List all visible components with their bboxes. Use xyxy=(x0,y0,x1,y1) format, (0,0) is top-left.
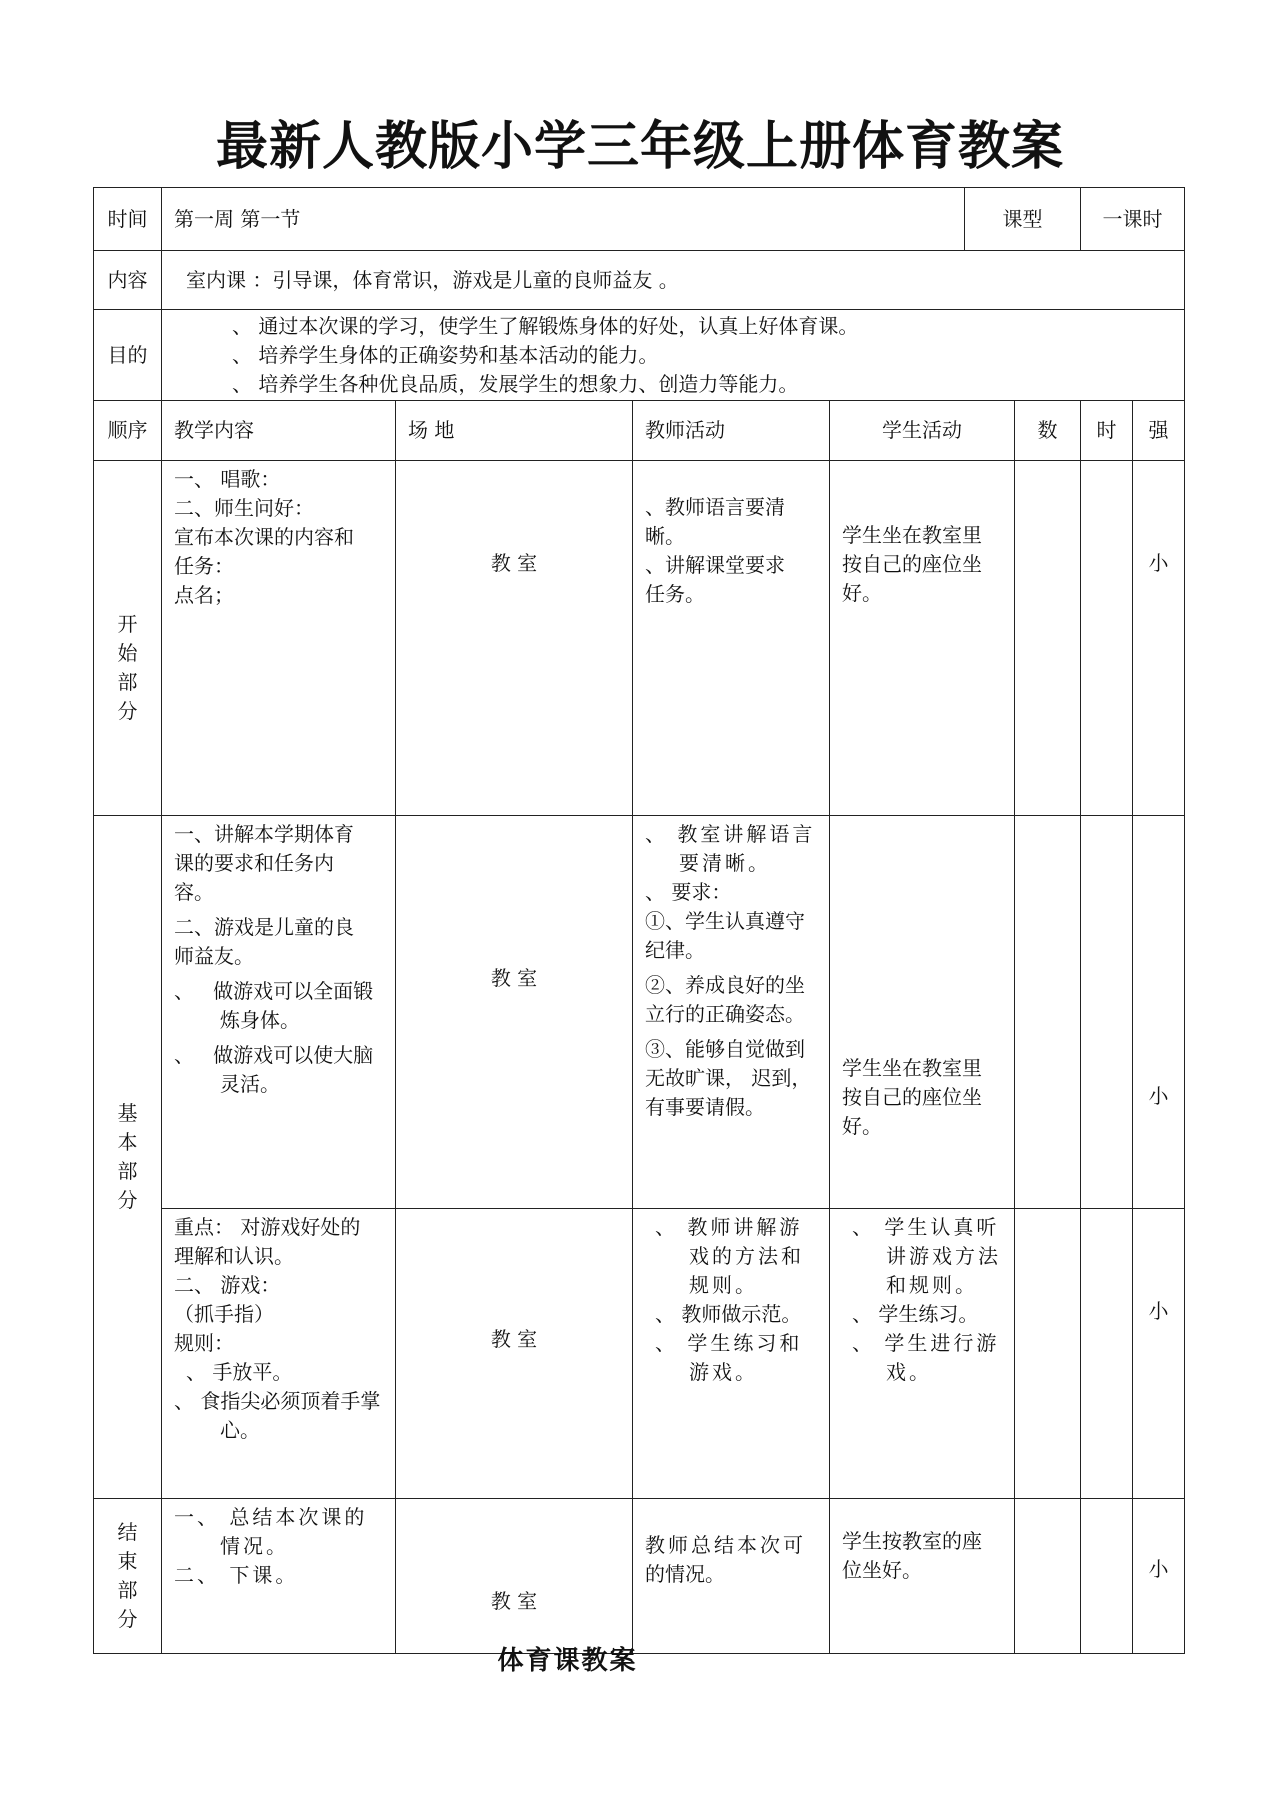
col-intensity: 强 xyxy=(1133,401,1185,461)
start-content-line: 二、师生问好： xyxy=(174,496,314,520)
basic-intensity-2: 小 xyxy=(1133,1209,1185,1499)
content-row xyxy=(94,251,1185,310)
time-row xyxy=(94,188,1185,251)
basic-content-line: 二、 游戏： xyxy=(174,1273,281,1297)
start-count xyxy=(1015,461,1081,816)
basic-label: 基本部分 xyxy=(94,816,162,1499)
basic-teacher-2 xyxy=(633,1209,830,1499)
basic-student-line: 、 学生练习。 xyxy=(852,1302,979,1326)
basic-content-line: 理解和认识。 xyxy=(174,1244,294,1268)
start-section-row xyxy=(94,461,1185,816)
start-content-line: 任务： xyxy=(174,554,234,578)
basic-teacher-1 xyxy=(633,816,830,1209)
end-student-line: 学生按教室的座 xyxy=(842,1529,982,1553)
start-content xyxy=(162,461,396,816)
basic-content-1 xyxy=(162,816,396,1209)
basic-student-line: 按自己的座位坐 xyxy=(842,1085,982,1109)
basic-content-line: 课的要求和任务内 xyxy=(174,851,334,875)
lesson-type-value: 一课时 xyxy=(1081,188,1185,251)
col-time: 时 xyxy=(1081,401,1133,461)
col-order: 顺序 xyxy=(94,401,162,461)
start-teacher-line: 晰。 xyxy=(645,524,685,548)
goal-row xyxy=(94,310,1185,401)
basic-content-line: 、 手放平。 xyxy=(186,1360,293,1384)
time-value: 第一周 第一节 xyxy=(162,188,965,251)
basic-content-line: （抓手指） xyxy=(174,1302,274,1326)
basic-teacher-line: 、 教室讲解语言要清晰。 xyxy=(645,822,816,875)
basic-content-line: 师益友。 xyxy=(174,944,254,968)
basic-student-line: 、 学生认真听讲游戏方法和规则。 xyxy=(852,1215,1001,1297)
basic-count-1 xyxy=(1015,816,1081,1209)
end-intensity: 小 xyxy=(1133,1499,1185,1654)
start-content-line: 宣布本次课的内容和 xyxy=(174,525,354,549)
basic-content-line: 容。 xyxy=(174,880,214,904)
goal-item: 、 培养学生各种优良品质，发展学生的想象力、创造力等能力。 xyxy=(232,371,799,396)
col-teacher: 教师活动 xyxy=(633,401,830,461)
basic-content-2 xyxy=(162,1209,396,1499)
basic-content-line: 、 做游戏可以全面锻炼身体。 xyxy=(174,979,374,1032)
basic-content-line: 规则： xyxy=(174,1331,234,1355)
start-label: 开始部分 xyxy=(94,461,162,816)
end-content-line: 二、 下课。 xyxy=(174,1563,299,1587)
start-student-line: 按自己的座位坐 xyxy=(842,552,982,576)
basic-student-line: 学生坐在教室里 xyxy=(842,1056,982,1080)
basic-student-1 xyxy=(830,816,1015,1209)
basic-section-row-2 xyxy=(94,1209,1185,1499)
basic-teacher-line: 、 学生练习和游戏。 xyxy=(655,1331,803,1384)
start-teacher-line: 、讲解课堂要求 xyxy=(645,553,785,577)
basic-venue-1: 教 室 xyxy=(396,816,633,1209)
start-content-line: 一、 唱歌： xyxy=(174,467,281,491)
document-title: 最新人教版小学三年级上册体育教案 xyxy=(215,117,1064,177)
basic-content-line: 重点： 对游戏好处的 xyxy=(174,1215,361,1239)
column-header-row xyxy=(94,401,1185,461)
basic-teacher-line: 有事要请假。 xyxy=(645,1095,765,1119)
start-student-line: 学生坐在教室里 xyxy=(842,523,982,547)
start-venue: 教 室 xyxy=(396,461,633,816)
end-label: 结束部分 xyxy=(94,1499,162,1654)
col-student: 学生活动 xyxy=(830,401,1015,461)
goal-item: 、 培养学生身体的正确姿势和基本活动的能力。 xyxy=(232,342,659,367)
start-teacher-line: 任务。 xyxy=(645,582,705,606)
basic-teacher-line: 、 教师讲解游戏的方法和规则。 xyxy=(655,1215,804,1297)
footer-caption: 体育课教案 xyxy=(497,1646,638,1676)
basic-intensity-1: 小 xyxy=(1133,816,1185,1209)
lesson-plan-table xyxy=(93,187,1185,1654)
start-student xyxy=(830,461,1015,816)
basic-count-2 xyxy=(1015,1209,1081,1499)
goal-item: 、 通过本次课的学习，使学生了解锻炼身体的好处，认真上好体育课。 xyxy=(232,313,859,338)
col-count: 数 xyxy=(1015,401,1081,461)
basic-time-1 xyxy=(1081,816,1133,1209)
lesson-type-label: 课型 xyxy=(965,188,1081,251)
basic-content-line: 一、讲解本学期体育 xyxy=(174,822,354,846)
end-venue: 教 室 xyxy=(396,1499,633,1654)
start-intensity: 小 xyxy=(1133,461,1185,816)
basic-teacher-line: ①、学生认真遵守 xyxy=(645,909,805,933)
end-teacher-line: 的情况。 xyxy=(645,1562,725,1586)
time-label: 时间 xyxy=(94,188,162,251)
end-teacher xyxy=(633,1499,830,1654)
end-teacher-line: 教师总结本次可 xyxy=(645,1533,806,1557)
basic-teacher-line: ③、能够自觉做到 xyxy=(645,1037,805,1061)
start-teacher-line: 、教师语言要清 xyxy=(645,495,785,519)
basic-venue-2: 教 室 xyxy=(396,1209,633,1499)
content-value: 室内课 ：引导课，体育常识，游戏是儿童的良师益友 。 xyxy=(162,251,1185,310)
start-content-line: 点名； xyxy=(174,583,234,607)
goal-list xyxy=(162,310,1185,401)
basic-section-row-1 xyxy=(94,816,1185,1209)
basic-content-line: 、 食指尖必须顶着手掌心。 xyxy=(174,1389,381,1442)
end-count xyxy=(1015,1499,1081,1654)
start-teacher xyxy=(633,461,830,816)
col-content: 教学内容 xyxy=(162,401,396,461)
end-content xyxy=(162,1499,396,1654)
basic-content-line: 二、游戏是儿童的良 xyxy=(174,915,354,939)
basic-teacher-line: 、 要求： xyxy=(645,880,732,904)
start-time xyxy=(1081,461,1133,816)
end-student-line: 位坐好。 xyxy=(842,1558,922,1582)
basic-student-line: 、 学生进行游戏。 xyxy=(852,1331,1000,1384)
basic-teacher-line: 无故旷课， 迟到， xyxy=(645,1066,812,1090)
basic-content-line: 、 做游戏可以使大脑灵活。 xyxy=(174,1043,374,1096)
start-student-line: 好。 xyxy=(842,581,882,605)
basic-teacher-line: 立行的正确姿态。 xyxy=(645,1002,805,1026)
end-time xyxy=(1081,1499,1133,1654)
end-content-line: 一、 总结本次课的情况。 xyxy=(174,1505,368,1558)
col-venue: 场 地 xyxy=(396,401,633,461)
end-section-row xyxy=(94,1499,1185,1654)
basic-time-2 xyxy=(1081,1209,1133,1499)
content-label: 内容 xyxy=(94,251,162,310)
goal-label: 目的 xyxy=(94,310,162,401)
basic-teacher-line: ②、养成良好的坐 xyxy=(645,973,805,997)
basic-student-line: 好。 xyxy=(842,1114,882,1138)
end-student xyxy=(830,1499,1015,1654)
basic-teacher-line: 纪律。 xyxy=(645,938,705,962)
basic-teacher-line: 、 教师做示范。 xyxy=(655,1302,802,1326)
basic-student-2 xyxy=(830,1209,1015,1499)
